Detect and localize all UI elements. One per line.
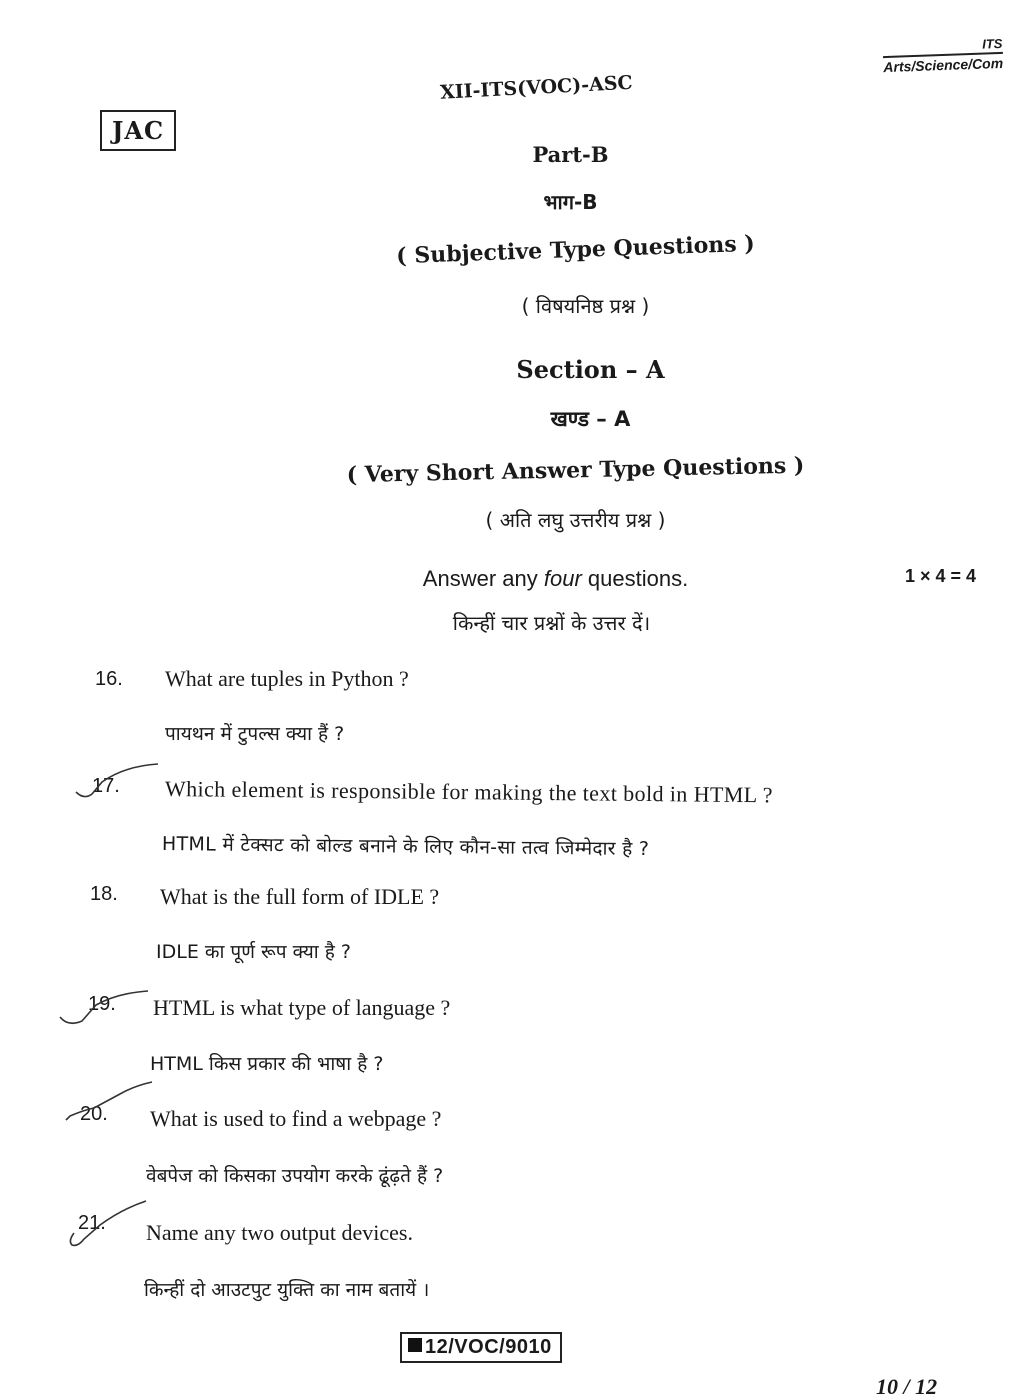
question-text-hi: वेबपेज को किसका उपयोग करके ढूंढ़ते हैं ? xyxy=(146,1165,444,1187)
exam-code: XII-ITS(VOC)-ASC xyxy=(439,71,634,104)
paper-code: 12/VOC/9010 xyxy=(425,1336,552,1358)
section-type-hi: ( अति लघु उत्तरीय प्रश्न ) xyxy=(485,508,666,532)
question-type-en: ( Subjective Type Questions ) xyxy=(395,230,756,270)
check-mark-icon xyxy=(70,762,170,812)
question-number: 20. xyxy=(80,1103,108,1125)
paper-code-box xyxy=(400,1332,562,1363)
check-mark-icon xyxy=(60,1195,160,1255)
check-mark-icon xyxy=(52,985,162,1035)
section-title-en: Section – A xyxy=(516,355,665,384)
stream-names: Arts/Science/Com xyxy=(883,52,1003,75)
question-text-hi: किन्हीं दो आउटपुट युक्ति का नाम बतायें । xyxy=(144,1279,430,1301)
section-title-hi: खण्ड – A xyxy=(550,407,631,431)
instruction-suffix: questions. xyxy=(581,566,689,591)
question-type-hi: ( विषयनिष्ठ प्रश्न ) xyxy=(521,294,650,318)
question-text-hi: IDLE का पूर्ण रूप क्या है ? xyxy=(156,941,351,963)
question-text-en: What is used to find a webpage ? xyxy=(150,1106,442,1131)
check-mark-icon xyxy=(60,1080,160,1130)
square-bullet-icon xyxy=(408,1338,422,1352)
question-number: 17. xyxy=(92,775,120,797)
question-text-en: HTML is what type of language ? xyxy=(153,995,451,1020)
page-number: 10 / 12 xyxy=(876,1374,938,1399)
question-number: 19. xyxy=(88,993,116,1015)
instruction-en xyxy=(0,566,1031,592)
question-text-hi: पायथन में टुपल्स क्या हैं ? xyxy=(165,723,345,745)
question-number: 21. xyxy=(78,1212,106,1234)
part-title-hi: भाग-B xyxy=(543,190,598,214)
question-text-hi: HTML में टेक्सट को बोल्ड बनाने के लिए कौन-सा तत्व जिम्मेदार है ? xyxy=(161,833,650,861)
question-text-en: Which element is responsible for making the text bold in HTML ? xyxy=(164,776,773,808)
stream-code: ITS xyxy=(982,35,1003,52)
question-text-hi: HTML किस प्रकार की भाषा है ? xyxy=(150,1053,384,1075)
question-number: 16. xyxy=(95,668,123,690)
instruction-hi: किन्हीं चार प्रश्नों के उत्तर दें। xyxy=(452,611,651,635)
question-text-en: Name any two output devices. xyxy=(146,1220,413,1245)
question-number: 18. xyxy=(90,883,118,905)
question-text-en: What are tuples in Python ? xyxy=(165,666,409,691)
board-badge: JAC xyxy=(100,110,176,151)
marks-allocation: 1 × 4 = 4 xyxy=(905,566,977,586)
stream-label xyxy=(883,36,1004,75)
instruction-prefix: Answer any xyxy=(422,566,544,591)
section-type-en: ( Very Short Answer Type Questions ) xyxy=(346,452,805,489)
part-title-en: Part-B xyxy=(532,142,609,167)
question-text-en: What is the full form of IDLE ? xyxy=(160,884,440,909)
instruction-emphasis: four xyxy=(543,566,582,591)
